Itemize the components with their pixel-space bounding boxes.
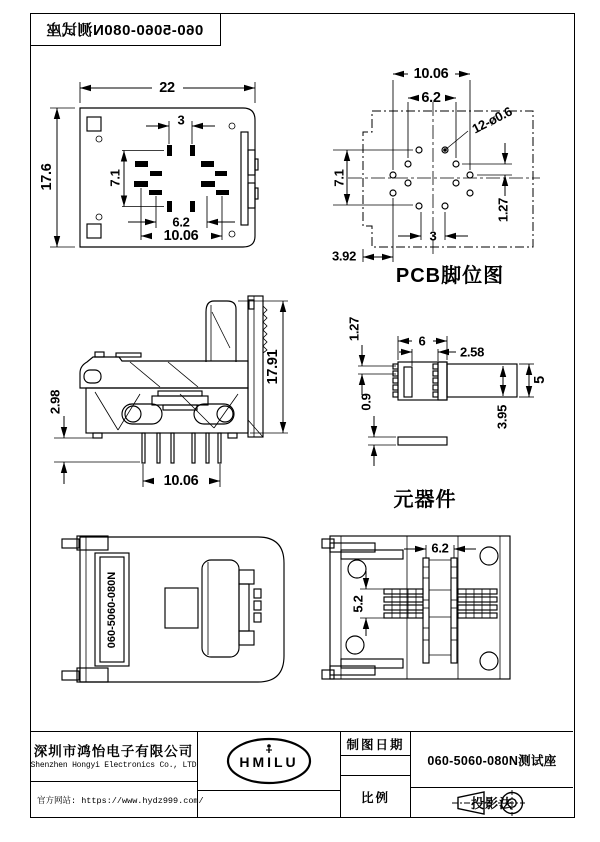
pcb-view-title: PCB脚位图	[395, 265, 505, 287]
logo-text: HMILU	[239, 754, 299, 770]
company-cell	[30, 732, 197, 782]
drawing-date-label: 制图日期	[346, 737, 405, 752]
dim-edge-label: 3.92	[331, 248, 357, 264]
drawing-date-value-cell	[340, 756, 410, 776]
dim-row-span-label: 7.1	[107, 169, 123, 187]
scale-cell	[340, 776, 410, 817]
projection-symbol-icon	[450, 789, 534, 817]
dim-slot-height-label: 5.2	[350, 595, 366, 613]
part-name-text: 060-5060-080N测试座	[427, 753, 557, 768]
dim-total-height-label: 5	[532, 376, 548, 384]
component-view-title: 元器件	[393, 489, 457, 511]
dim-pitch-label: 1.27	[346, 316, 362, 342]
scale-label: 比例	[360, 790, 390, 805]
title-block	[30, 731, 573, 817]
projection-label: 投影法	[470, 796, 513, 811]
component-view	[340, 308, 550, 520]
side-section-view	[40, 290, 302, 502]
dim-inner-width-label: 2.58	[459, 344, 485, 360]
component-body	[393, 362, 517, 445]
socket-bottom-pads	[134, 145, 229, 212]
dim-height-label: 17.91	[265, 349, 281, 385]
dim-standoff-label: 2.98	[47, 389, 63, 415]
dim-inner-span-label: 6.2	[172, 214, 190, 230]
part-name-cell	[410, 732, 573, 788]
pcb-outline	[348, 102, 540, 254]
dim-pad-gap-label: 3	[429, 228, 437, 244]
dim-inner-cols-label: 6.2	[421, 90, 441, 106]
company-name-en: Shenzhen Hongyi Electronics Co., LTD	[30, 761, 197, 770]
dim-height-label: 17.6	[39, 163, 55, 191]
socket-top-open-view	[316, 525, 540, 693]
socket-marking-text: 060-5060-080N	[106, 571, 118, 649]
mirrored-title-box	[30, 13, 221, 46]
socket-bottom-view	[40, 56, 302, 266]
dim-pad-gap-label: 3	[177, 112, 185, 128]
logo-empty-cell	[197, 791, 340, 817]
side-view-body	[80, 296, 267, 463]
socket-top-closed-view	[55, 525, 290, 693]
website-text: 官方网站: https://www.hydz999.com/	[37, 795, 204, 806]
dim-holes-label: 12-ø0.6	[469, 103, 515, 137]
drawing-date-cell	[340, 732, 410, 756]
pcb-dimensions	[332, 66, 515, 264]
dim-body-width-label: 6	[418, 333, 426, 349]
dim-row-span-label: 7.1	[331, 169, 347, 187]
logo-cell	[197, 732, 340, 791]
dim-pin-span-label: 10.06	[163, 473, 199, 489]
pcb-footprint-view	[325, 56, 580, 294]
dim-width-label: 22	[159, 80, 175, 96]
dim-pitch-label: 1.27	[495, 197, 511, 223]
projection-cell	[410, 788, 573, 817]
dim-slot-width-label: 6.2	[431, 540, 449, 556]
company-name-cn: 深圳市鸿怡电子有限公司	[33, 744, 194, 759]
dim-thickness-label: 0.9	[358, 393, 374, 411]
closed-view-body	[62, 536, 284, 682]
logo-sparkle-icon	[266, 744, 272, 753]
website-cell	[30, 782, 204, 817]
hmilu-logo	[219, 734, 319, 788]
open-view-contacts	[384, 589, 497, 618]
mirrored-title-text: 060-5060-080N测试座	[46, 21, 204, 39]
dim-inner-height-label: 3.95	[494, 404, 510, 430]
dim-outer-span-label: 10.06	[163, 228, 199, 244]
dim-outer-cols-label: 10.06	[413, 66, 449, 82]
side-view-dimensions	[48, 301, 289, 489]
